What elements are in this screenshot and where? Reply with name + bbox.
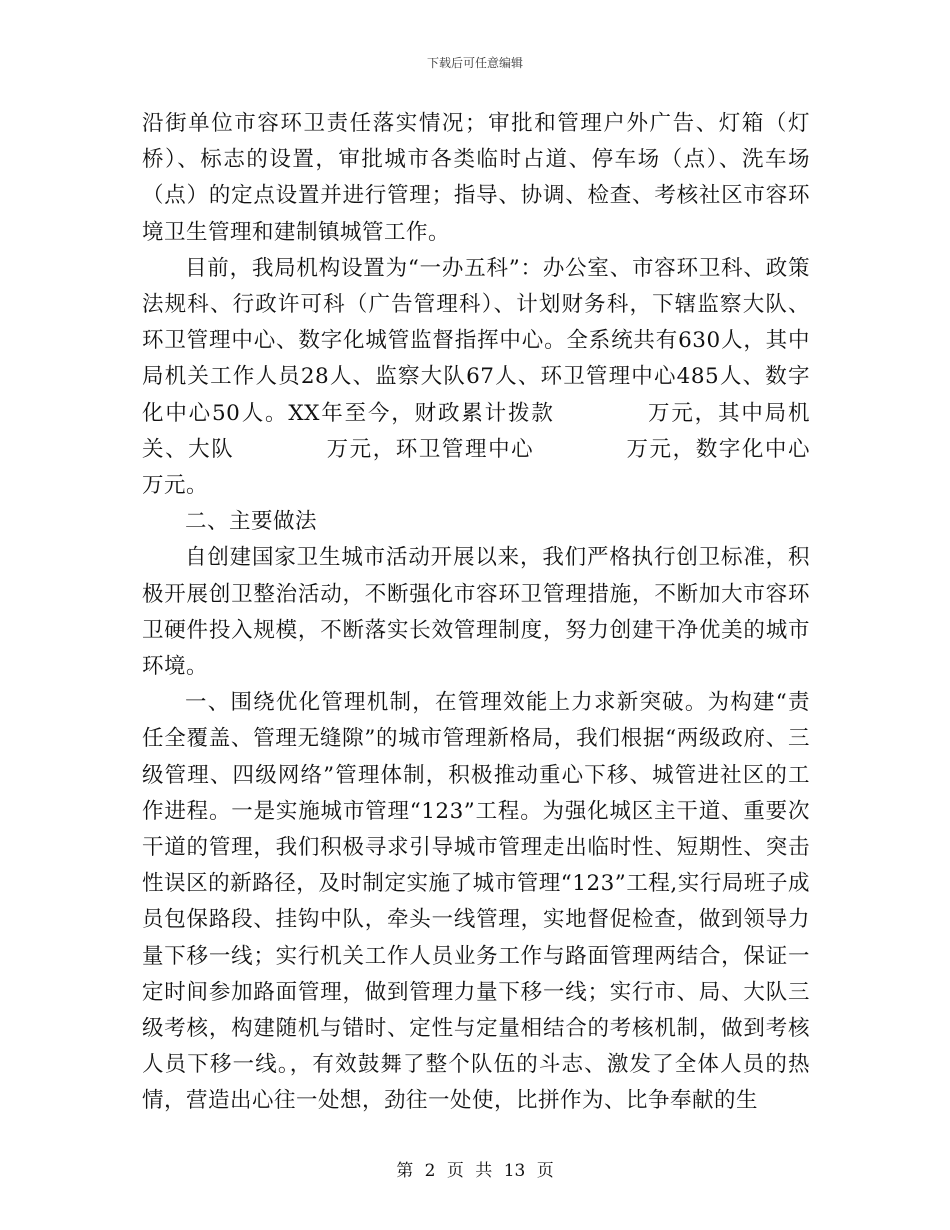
paragraph-3: 自创建国家卫生城市活动开展以来，我们严格执行创卫标准，积极开展创卫整治活动，不断强化市容环卫管理措施，不断加大市容环卫硬件投入规模，不断落实长效管理制度，努力创建干净优美的城市环境。: [142, 545, 810, 680]
document-body: [142, 106, 899, 1120]
paragraph-1: 沿街单位市容环卫责任落实情况；审批和管理户外广告、灯箱（灯桥）、标志的设置，审批城市各类临时占道、停车场（点）、洗车场（点）的定点设置并进行管理；指导、协调、检查、考核社区市容环境卫生管理和建制镇城管工作。: [142, 111, 810, 245]
paragraph-4: 一、围绕优化管理机制，在管理效能上力求新突破。为构建“责任全覆盖、管理无缝隙”的城市管理新格局，我们根据“两级政府、三级管理、四级网络”管理体制，积极推动重心下移、城管进社区的工作进程。一是实施城市管理“123”工程。为强化城区主干道、重要次干道的管理，我们积极寻求引导城市管理走出临时性、短期性、突击性误区的新路径，及时制定实施了城市管理“123”工程,实行局班子成员包保路段、挂钩中队，牵头一线管理，实地督促检查，做到领导力量下移一线；实行机关工作人员业务工作与路面管理两结合，保证一定时间参加路面管理，做到管理力量下移一线；实行市、局、大队三级考核，构建随机与错时、定性与定量相结合的考核机制，做到考核人员下移一线。，有效鼓舞了整个队伍的斗志、激发了全体人员的热情，营造出心往一处想，劲往一处使，比拼作为、比争奉献的生: [142, 690, 810, 1114]
page-header: 下载后可任意编辑: [426, 56, 523, 70]
page-number: 第 2 页 共 13 页: [396, 1161, 554, 1181]
section-heading: 二、主要做法: [185, 509, 318, 535]
paragraph-2: 目前，我局机构设置为“一办五科”：办公室、市容环卫科、政策法规科、行政许可科（广告管理科）、计划财务科，下辖监察大队、环卫管理中心、数字化城管监督指挥中心。全系统共有630人，其中局机关工作人员28人、监察大队67人、环卫管理中心485人、数字化中心50人。XX年至今，财政累计拨款 万元，其中局机关、大队 万元，环卫管理中心 万元，数字化中心 万元。: [142, 255, 899, 499]
